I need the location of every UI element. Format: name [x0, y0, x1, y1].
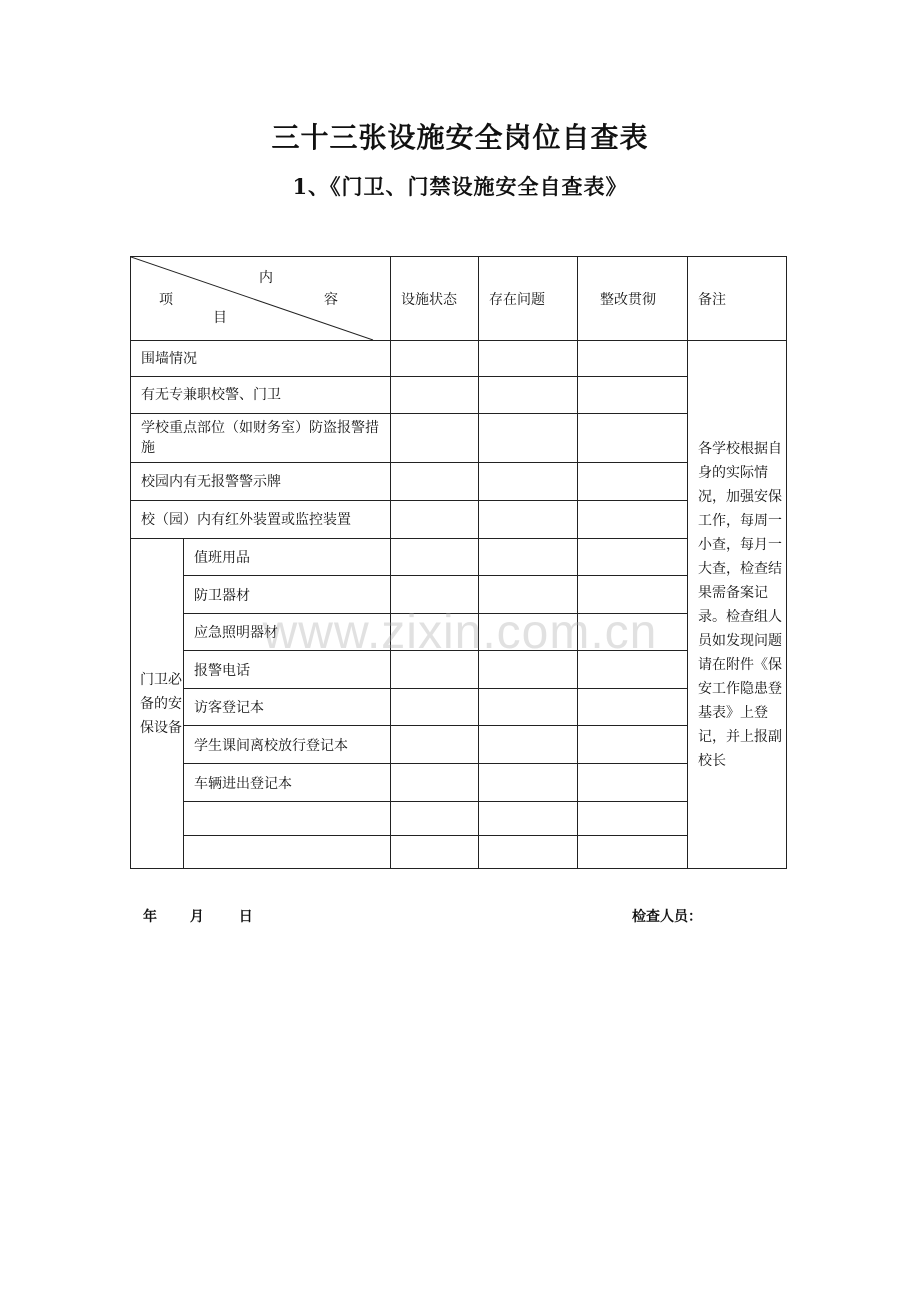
- row-label: 校园内有无报警警示牌: [131, 463, 391, 501]
- row-label: 有无专兼职校警、门卫: [131, 377, 391, 414]
- diagonal-header-cell: [131, 257, 391, 341]
- status-cell[interactable]: [391, 501, 479, 539]
- issue-cell[interactable]: [479, 539, 578, 576]
- footer-day: 日: [238, 909, 253, 925]
- row-label: 值班用品: [184, 539, 391, 576]
- footer-month: 月: [189, 909, 204, 925]
- fix-cell[interactable]: [578, 539, 688, 576]
- row-label: 防卫器材: [184, 576, 391, 614]
- fix-cell[interactable]: [578, 463, 688, 501]
- fix-cell[interactable]: [578, 726, 688, 764]
- status-cell[interactable]: [391, 802, 479, 836]
- table-header-row: [131, 257, 787, 341]
- fix-cell[interactable]: [578, 377, 688, 414]
- status-cell[interactable]: [391, 341, 479, 377]
- issue-cell[interactable]: [479, 341, 578, 377]
- issue-cell[interactable]: [479, 501, 578, 539]
- issue-cell[interactable]: [479, 726, 578, 764]
- header-fix: 整改贯彻: [578, 257, 688, 341]
- status-cell[interactable]: [391, 764, 479, 802]
- page-subtitle: 1、《门卫、门禁设施安全自查表》: [292, 174, 628, 199]
- status-cell[interactable]: [391, 689, 479, 726]
- status-cell[interactable]: [391, 726, 479, 764]
- header-diag-top: 内: [259, 270, 273, 286]
- header-status: 设施状态: [391, 257, 479, 341]
- note-cell: 各学校根据自身的实际情况，加强安保工作，每周一小查，每月一大查，检查结果需备案记录。检查组人员如发现问题请在附件《保安工作隐患登基表》上登记，并上报副校长: [688, 341, 787, 869]
- row-label: [184, 836, 391, 869]
- row-label: 车辆进出登记本: [184, 764, 391, 802]
- watermark: www.zixin.com.cn: [262, 606, 658, 659]
- issue-cell[interactable]: [479, 377, 578, 414]
- status-cell[interactable]: [391, 836, 479, 869]
- row-label: 围墙情况: [131, 341, 391, 377]
- issue-cell[interactable]: [479, 764, 578, 802]
- self-check-table: [130, 256, 787, 869]
- issue-cell[interactable]: [479, 614, 578, 651]
- fix-cell[interactable]: [578, 802, 688, 836]
- group-label: 门卫必备的安保设备: [131, 539, 184, 869]
- issue-cell[interactable]: [479, 651, 578, 689]
- status-cell[interactable]: [391, 463, 479, 501]
- row-label: 应急照明器材: [184, 614, 391, 651]
- header-diag-left: 项: [159, 292, 173, 308]
- page-title: 三十三张设施安全岗位自查表: [271, 121, 649, 154]
- status-cell[interactable]: [391, 414, 479, 463]
- fix-cell[interactable]: [578, 341, 688, 377]
- row-label: 访客登记本: [184, 689, 391, 726]
- fix-cell[interactable]: [578, 689, 688, 726]
- issue-cell[interactable]: [479, 836, 578, 869]
- footer-date: [143, 906, 253, 926]
- header-issue: 存在问题: [479, 257, 578, 341]
- status-cell[interactable]: [391, 539, 479, 576]
- issue-cell[interactable]: [479, 689, 578, 726]
- fix-cell[interactable]: [578, 614, 688, 651]
- fix-cell[interactable]: [578, 836, 688, 869]
- footer-year: 年: [143, 909, 157, 925]
- row-label: 校（园）内有红外装置或监控装置: [131, 501, 391, 539]
- header-note: 备注: [688, 257, 787, 341]
- status-cell[interactable]: [391, 377, 479, 414]
- issue-cell[interactable]: [479, 414, 578, 463]
- status-cell[interactable]: [391, 576, 479, 614]
- issue-cell[interactable]: [479, 576, 578, 614]
- fix-cell[interactable]: [578, 576, 688, 614]
- table-row: [131, 341, 787, 377]
- row-label: 学校重点部位（如财务室）防盗报警措施: [131, 414, 391, 463]
- header-diag-right: 容: [324, 292, 338, 308]
- fix-cell[interactable]: [578, 764, 688, 802]
- row-label: 报警电话: [184, 651, 391, 689]
- status-cell[interactable]: [391, 651, 479, 689]
- issue-cell[interactable]: [479, 802, 578, 836]
- header-diag-bottom: 目: [213, 310, 227, 326]
- fix-cell[interactable]: [578, 651, 688, 689]
- issue-cell[interactable]: [479, 463, 578, 501]
- row-label: [184, 802, 391, 836]
- row-label: 学生课间离校放行登记本: [184, 726, 391, 764]
- status-cell[interactable]: [391, 614, 479, 651]
- footer-checker-label: 检查人员：: [632, 909, 702, 925]
- fix-cell[interactable]: [578, 501, 688, 539]
- fix-cell[interactable]: [578, 414, 688, 463]
